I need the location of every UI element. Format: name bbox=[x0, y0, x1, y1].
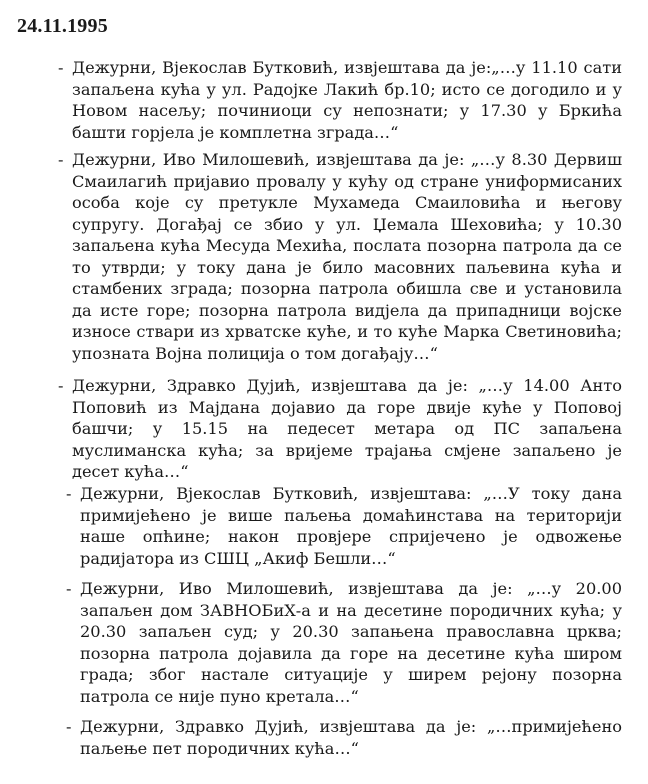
report-entry-text: Дежурни, Здравко Дујић, извјештава да је: „…у 14.00 Анто Поповић из Мајдана дојавио да горе двије куће у Поповој башчи; у 15.15 на педесет метара од ПС запаљена муслиманска кућа; за вријеме трајања смјене запаљено је десет кућа…“ bbox=[72, 376, 622, 481]
list-dash: - bbox=[66, 717, 72, 736]
report-entry bbox=[66, 483, 622, 569]
report-entry-text: Дежурни, Иво Милошевић, извјештава да је: „…у 8.30 Дервиш Смаилагић пријавио провалу у кућу од стране униформисаних особа које су претукле Мухамеда Смаиловића и његову супругу. Догађај се збио у ул. Џемала Шеховића; у 10.30 запаљена кућа Месуда Мехића, послата позорна патрола да се то утврди; у току дана је било масовних паљевина кућа и стамбених зграда; позорна патрола обишла све и установила да исте горе; позорна патрола видјела да припадници војске износе ствари из хрватске куће, и то куће Марка Светиновића; упозната Војна полиција о том догађају…“ bbox=[72, 150, 622, 363]
report-date: 24.11.1995 bbox=[17, 15, 108, 37]
report-entry bbox=[66, 578, 622, 707]
report-entry bbox=[58, 57, 622, 143]
list-dash: - bbox=[58, 376, 64, 395]
report-entry bbox=[58, 375, 622, 483]
report-entry-text: Дежурни, Вјекослав Бутковић, извјештава: „…У току дана примијећено је више паљења домаћинстава на територији наше опћине; након провјере спријечено је одвожење радијатора из СШЦ „Акиф Бешли…“ bbox=[80, 484, 622, 568]
report-entry-text: Дежурни, Иво Милошевић, извјештава да је: „…у 20.00 запаљен дом ЗАВНОБиХ-а и на десетине породичних кућа; у 20.30 запаљен суд; у 20.30 запањена православна црква; позорна патрола дојавила да горе на десетине кућа широм града; због настале ситуације у ширем рејону позорна патрола се није пуно кретала…“ bbox=[80, 579, 622, 706]
list-dash: - bbox=[66, 579, 72, 598]
report-entry bbox=[58, 149, 622, 364]
list-dash: - bbox=[58, 58, 64, 77]
report-entry bbox=[66, 716, 622, 759]
list-dash: - bbox=[58, 150, 64, 169]
list-dash: - bbox=[66, 484, 72, 503]
report-entry-text: Дежурни, Вјекослав Бутковић, извјештава да је:„…у 11.10 сати запаљена кућа у ул. Радојке Лакић бр.10; исто се догодило и у Новом насељу; починиоци су непознати; у 17.30 у Бркића башти горјела је комплетна зграда…“ bbox=[72, 58, 622, 142]
report-entry-text: Дежурни, Здравко Дујић, извјештава да је: „…примијећено паљење пет породичних кућа…“ bbox=[80, 717, 622, 758]
